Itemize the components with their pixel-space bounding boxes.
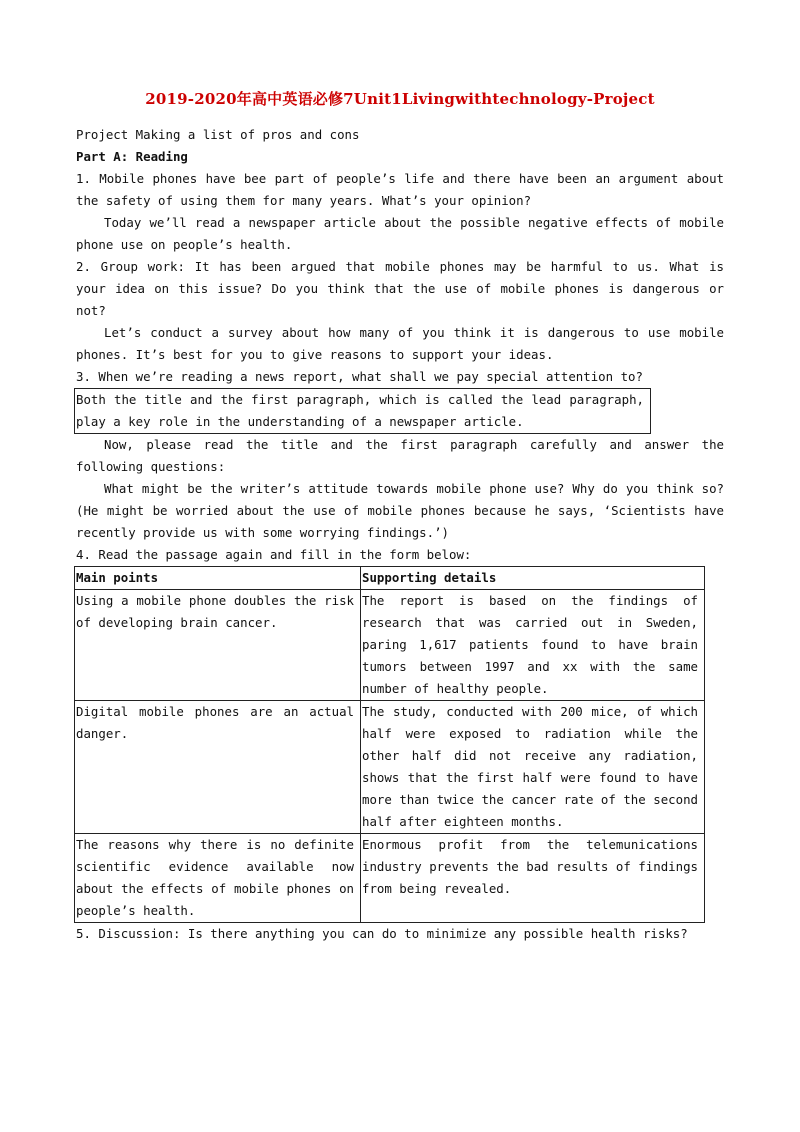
question-5: 5. Discussion: Is there anything you can do to minimize any possible health risks?	[76, 926, 688, 941]
table-cell-main-point: Digital mobile phones are an actual danger.	[75, 701, 361, 834]
table-row	[75, 701, 705, 834]
pros-cons-table	[74, 566, 705, 923]
header-main-points: Main points	[75, 567, 361, 590]
part-a-heading: Part A: Reading	[76, 149, 188, 164]
question-1: 1. Mobile phones have bee part of people’s life and there have been an argument about the safety of using them for many years. What’s your opinion?	[76, 171, 724, 208]
table-cell-main-point: Using a mobile phone doubles the risk of developing brain cancer.	[75, 590, 361, 701]
header-supporting-details: Supporting details	[361, 567, 705, 590]
question-2-note: Let’s conduct a survey about how many of you think it is dangerous to use mobile phones. It’s best for you to give reasons to support your ideas.	[76, 325, 724, 362]
table-cell-supporting-detail: The study, conducted with 200 mice, of which half were exposed to radiation while the other half did not receive any radiation, shows that the first half were found to have more than twice the cancer rate of the second half after eighteen months.	[361, 701, 705, 834]
question-1-note: Today we’ll read a newspaper article about the possible negative effects of mobile phone use on people’s health.	[76, 215, 724, 252]
table-row	[75, 590, 705, 701]
question-4: 4. Read the passage again and fill in the form below:	[76, 547, 472, 562]
document-body	[76, 124, 724, 945]
project-heading: Project Making a list of pros and cons	[76, 127, 360, 142]
question-3: 3. When we’re reading a news report, what shall we pay special attention to?	[76, 369, 643, 384]
table-cell-supporting-detail: Enormous profit from the telemunications industry prevents the bad results of findings from being revealed.	[361, 834, 705, 923]
question-2: 2. Group work: It has been argued that mobile phones may be harmful to us. What is your idea on this issue? Do you think that the use of mobile phones is dangerous or not?	[76, 259, 724, 318]
lead-paragraph-box: Both the title and the first paragraph, which is called the lead paragraph, play a key role in the understanding of a newspaper article.	[74, 388, 651, 434]
table-cell-supporting-detail: The report is based on the findings of research that was carried out in Sweden, paring 1,617 patients found to have brain tumors between 1997 and xx with the same number of healthy people.	[361, 590, 705, 701]
table-header-row	[75, 567, 705, 590]
question-3-instruction: Now, please read the title and the first paragraph carefully and answer the following questions:	[76, 437, 724, 474]
table-row	[75, 834, 705, 923]
document-title: 2019-2020年高中英语必修7Unit1Livingwithtechnology-Project	[145, 90, 655, 108]
table-cell-main-point: The reasons why there is no definite scientific evidence available now about the effects of mobile phones on people’s health.	[75, 834, 361, 923]
question-3-sub-question: What might be the writer’s attitude towards mobile phone use? Why do you think so? (He might be worried about the use of mobile phones because he says, ‘Scientists have recently provide us with some worrying findings.’)	[76, 481, 724, 540]
